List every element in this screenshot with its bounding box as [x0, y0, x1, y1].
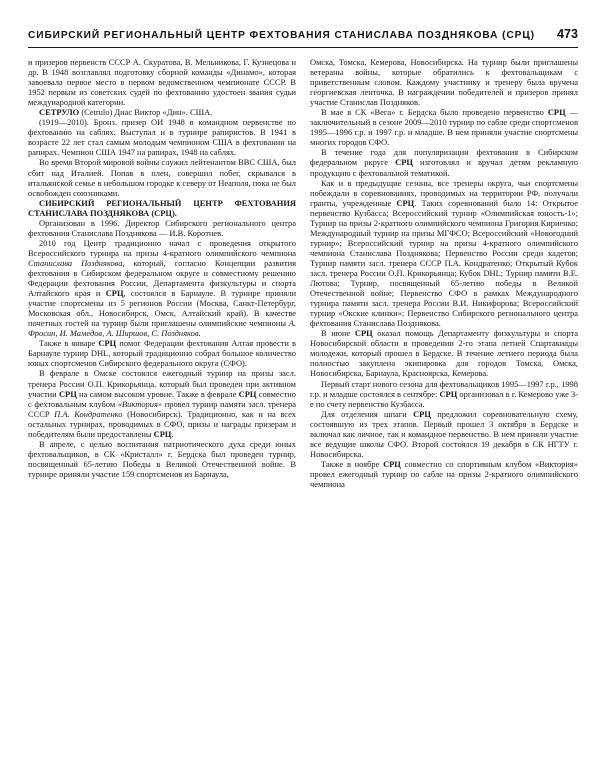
- header-rule: [28, 47, 578, 48]
- entry-title-src: СИБИРСКИЙ РЕГИОНАЛЬНЫЙ ЦЕНТР ФЕХТОВАНИЯ СТАНИСЛАВА ПОЗДНЯКОВА (СРЦ).: [28, 197, 296, 218]
- right-p5-b: оказал помощь Департаменту физкультуры и спорта Новосибирской области в проведении 2-го этапа летней Спартакиады молодежи, который прошел в Бердске. В течение летнего периода была полностью закуплена экипировка для городов Томска, Омска, Новосибирска, Барнаула, Красноярска, Кемерова.: [310, 328, 578, 379]
- src-p4-f: .: [171, 428, 174, 439]
- src-p4-a: В феврале в Омске состоялся ежегодный турнир на призы засл. тренера России О.П. Крикорьянца, который был проведен при активном участии: [28, 368, 296, 399]
- right-p3-bold-src: СРЦ: [395, 157, 413, 168]
- paragraph-right-2: [310, 107, 578, 147]
- src-p4-italic-viktoria: «Виктория»: [117, 398, 163, 409]
- body-columns: [28, 57, 578, 762]
- right-p4-b: . Таких соревнований было 14: Открытое первенство Кузбасса; Всероссийский турнир «Олимпийская юность-1»; Турнир на призы 2-кратного олимпийского чемпиона Григория Кириенко; Международный турнир на призы МГФСО; Всероссийский «Новогодний турнир»; Всероссийский турнир на призы 4-кратного олимпийского чемпиона Станислава Позднякова; Первенство России среди кадетов; Турнир памяти засл. тренера СССР П.А. Кондратенко; Открытый Кубок засл. тренера России О.П. Крикорьянца; Кубок DHL; Турнир памяти В.Е. Лютова; Турнир, посвященный 65-летию победы в Великой Отечественной войне; Первенство СФО в рамках Международного турнира памяти засл. тренера России В.И. Никифорова; Всероссийский турнир «Окские клинки»; Первенство Сибирского регионального центра фехтования Станислава Позднякова.: [310, 197, 578, 329]
- right-p6-a: Первый старт нового сезона для фехтовальщиков 1995—1997 г.р., 1998 г.р. и младше состоялся в сентябре:: [310, 378, 578, 399]
- paragraph-right-4: [310, 178, 578, 329]
- src-p2-b: , который, согласно Концепции развития фехтования в Сибирском федеральном округе и совместному решению Федерации фехтования России, Департамента физкультуры и спорта Алтайского края и: [28, 257, 296, 299]
- right-p8-b: совместно со спортивным клубом «Виктория» провел ежегодный турнир по сабле на призы 2-кратного олимпийского чемпиона: [310, 458, 578, 489]
- paragraph-src-2: [28, 238, 296, 338]
- src-p4-italic-kondratenko: П.А. Кондратенко: [54, 408, 123, 419]
- src-p2-bold-src: СРЦ: [105, 288, 124, 299]
- entry-name-setrulo: СЕТРУЛО: [39, 107, 80, 118]
- paragraph-src-1: Организован в 1996. Директор Сибирского регионального центра фехтования Станислава Позднякова — И.В. Коротнев.: [28, 217, 296, 238]
- right-p5-a: В июне: [321, 328, 355, 339]
- src-p3-b: помог Федерации фехтования Алтая провести в Барнауле турнир DHL, который традиционно собрал большое количество юных спортсменов Сибирского федерального округа (СФО).: [28, 338, 296, 369]
- right-p4-bold-src: СРЦ: [396, 197, 415, 208]
- right-p2-a: В мае в СК «Вега» г. Бердска было проведено первенство: [321, 107, 548, 118]
- paragraph-setrulo-2: Во время Второй мировой войны служил лейтенантом ВВС США, был сбит над Италией. Попав в плен, совершил побег, скрывался в итальянской семье в небольшом городке к северу от Неаполя, пока не был освобожден союзниками.: [28, 157, 296, 198]
- src-p3-a: Также в январе: [39, 338, 99, 349]
- right-p4-a: Как и в предыдущие сезоны, все тренеры округа, чьи спортсмены побеждали в соревнованиях, проводимых на территории РФ, получали гранты, учрежденные: [310, 177, 578, 208]
- paragraph-src-5: В апреле, с целью воспитания патриотического духа среди юных фехтовальщиков, в СК «Кристалл» г. Бердска был проведен турнир, посвященный 65-летию Победы в Великой Отечественной войне. В турнире приняли участие 159 спортсменов из Барнаула,: [28, 438, 296, 479]
- right-p7-b: предложил соревновательную схему, состоявшую из трех этапов. Первый прошел 3 октября в Бердске и включал как личное, так и командное первенство. В нем приняли участие все ведущие школы СФО. Второй состоялся 19 декабря в СК НГТУ г. Новосибирска.: [310, 408, 579, 459]
- src-p3-bold-src: СРЦ: [98, 338, 117, 349]
- paragraph-right-5: [310, 328, 578, 378]
- right-p3-b: изготовлял и вручал детям рекламную продукцию с фехтовальной тематикой.: [310, 157, 578, 178]
- running-header-title: СИБИРСКИЙ РЕГИОНАЛЬНЫЙ ЦЕНТР ФЕХТОВАНИЯ СТАНИСЛАВА ПОЗДНЯКОВА (СРЦ): [28, 30, 535, 41]
- right-p3-a: В течение года для популяризации фехтования в Сибирском федеральном ркруге: [310, 147, 578, 168]
- entry-name-setrulo-rest: (Cetrulo) Диас Виктор «Дин». США.: [79, 107, 213, 118]
- src-p2-italic-guests: А. Фросин, И. Мамедов, А. Ширшов, С. Поздняков: [28, 318, 296, 339]
- page-number: 473: [556, 27, 578, 41]
- right-p8-a: Также в ноябре: [321, 458, 384, 469]
- src-p4-b: на самом высоком уровне. Также в феврале: [76, 388, 239, 399]
- right-column: [310, 57, 578, 762]
- right-p8-bold-src: СРЦ: [383, 458, 401, 469]
- src-p4-c: совместно с фехтовальным клубом: [28, 388, 297, 409]
- left-column: [28, 57, 296, 762]
- paragraph-setrulo-1: (1919—2010). Бронз. призер ОИ 1948 в командном первенстве по фехтованию на саблях. Выступал и в турнире рапиристов. В 1941 в возрасте 22 лет стал самым молодым чемпионом США в фехтовании на рапирах. Чемпион США 1947 на рапирах, 1948 на саблях.: [28, 117, 296, 158]
- entry-heading-src: [28, 198, 296, 218]
- right-p2-b: — заключительный в сезоне 2009—2010 турнир по сабле среди спортсменов 1995—1996 г.р. и 1997 г.р. и младше. В нем приняли участие спортсмены многих городов СФО.: [310, 107, 578, 148]
- entry-heading-setrulo: [28, 107, 296, 117]
- right-p7-a: Для отделения шпаги: [321, 408, 414, 419]
- src-p4-e: (Новосибирск). Традиционно, как и на всех остальных турнирах, проводимых в СФО, призы и награды призерам и победителям были предоставлены: [28, 408, 297, 439]
- paragraph-right-6: [310, 379, 578, 409]
- right-p5-bold-src: СРЦ: [354, 328, 373, 339]
- src-p2-c: , состоялся в Барнауле. В турнире приняли участие спортсмены из 5 регионов России (Москва, Санкт-Петербург, Московская обл., Новосибирск, Омск, Алтайский край). В качестве почетных гостей на турнир были приглашены олимпийские чемпионы: [28, 288, 296, 329]
- running-header: [28, 27, 578, 41]
- right-p6-b: организовал в г. Кемерово уже 3-е по счету первенство Кузбасса.: [310, 388, 578, 409]
- paragraph-right-1: Омска, Томска, Кемерова, Новосибирска. На турнир были приглашены ветераны войны, которые обратились к фехтовальщикам с приветственным словом. Каждому участнику и тренеру была вручена георгиевская ленточка. В награждении победителей и призеров принял участие Станислав Поздняков.: [310, 57, 578, 108]
- src-p4-bold-src-3: СРЦ: [153, 428, 172, 439]
- paragraph-src-4: [28, 368, 296, 438]
- right-p2-bold-src: СРЦ: [547, 107, 566, 118]
- paragraph-continued: и призеров первенств СССР А. Скуратова, В. Мельникова, Г. Кузнецова и др. В 1948 возглавлял подготовку сборной команды «Динамо», которая завоевала первое место в первом ведомственном чемпионате СССР. В 1952 первым из советских судей по фехтованию удостоен звания судьи международной категории.: [28, 57, 296, 108]
- paragraph-right-3: [310, 147, 578, 177]
- src-p2-italic-pozdnyakov: Станислава Позднякова: [28, 257, 123, 268]
- paragraph-right-7: [310, 409, 578, 459]
- src-p2-d: .: [198, 328, 201, 339]
- paragraph-src-3: [28, 338, 296, 368]
- src-p2-a: 2010 год Центр традиционно начал с проведения открытого Всероссийского турнира на призы 4-кратного олимпийского чемпиона: [28, 237, 296, 258]
- right-p7-bold-src: СРЦ: [413, 408, 431, 419]
- src-p4-d: провел турнир памяти засл. тренера СССР: [28, 398, 296, 419]
- right-p6-bold-src: СРЦ: [439, 388, 458, 399]
- src-p4-bold-src-2: СРЦ: [238, 388, 257, 399]
- paragraph-right-8: [310, 459, 578, 489]
- src-p4-bold-src-1: СРЦ: [58, 388, 77, 399]
